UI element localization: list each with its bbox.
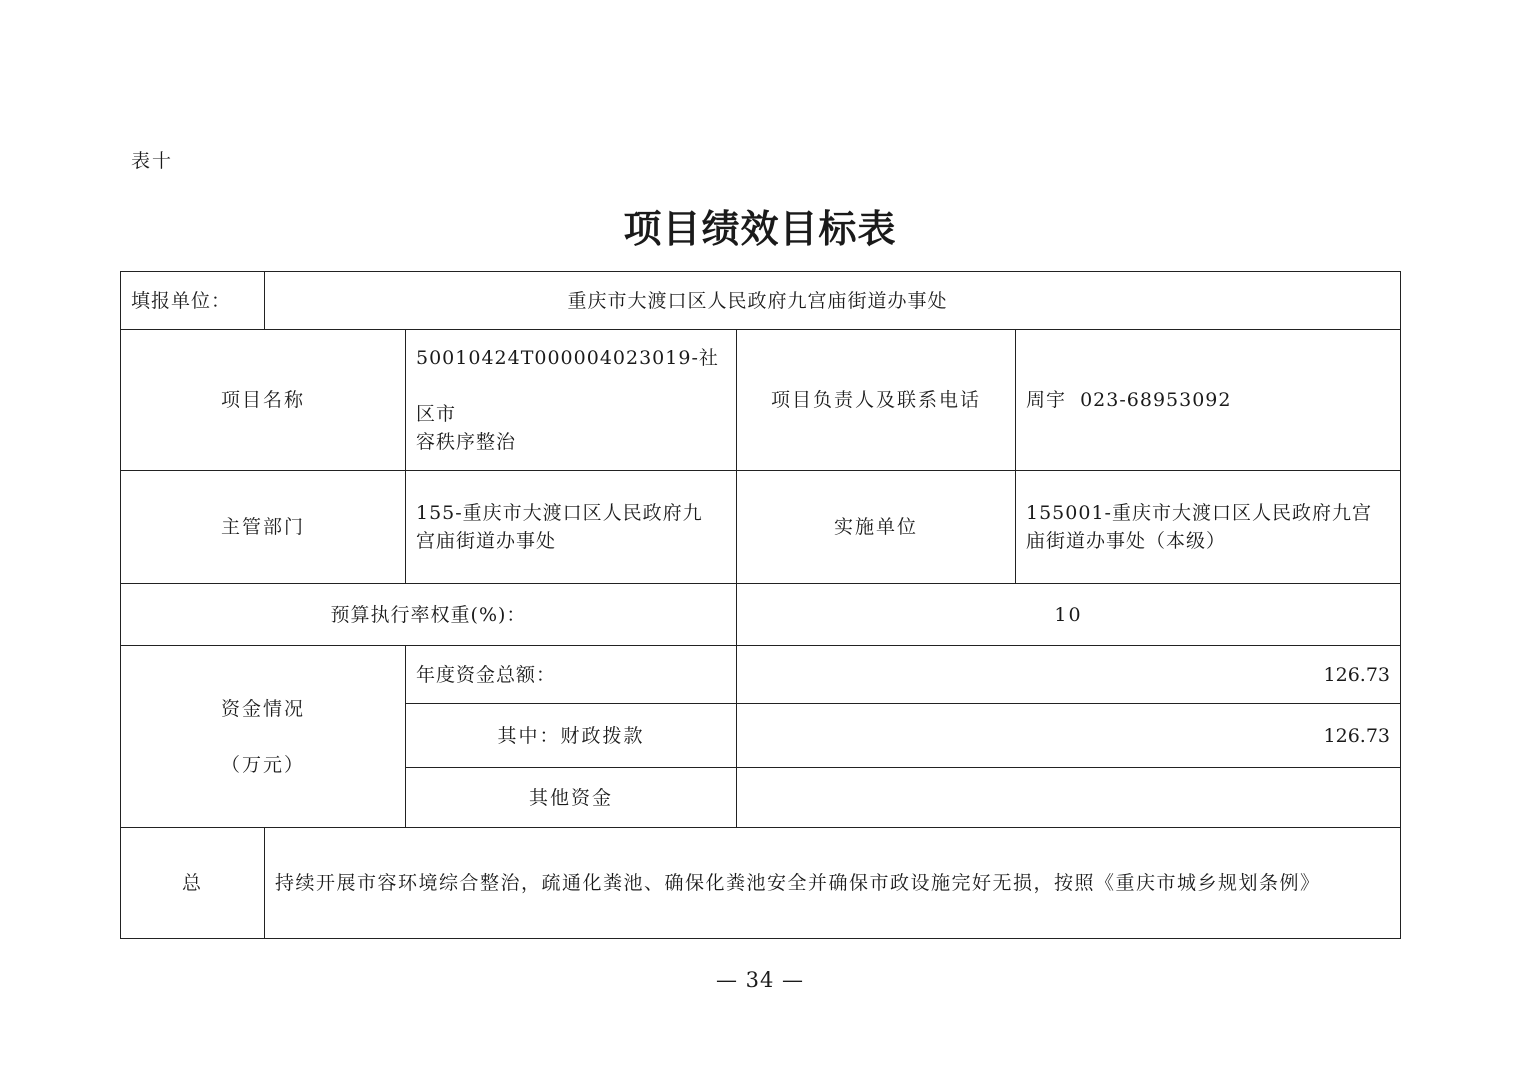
page-title: 项目绩效目标表 bbox=[623, 206, 897, 251]
dept-cell bbox=[406, 471, 737, 584]
other-label-cell bbox=[406, 768, 737, 828]
unit-label: 填报单位： bbox=[131, 289, 232, 312]
dept-label: 主管部门 bbox=[220, 516, 305, 538]
project-lead-label: 项目负责人及联系电话 bbox=[770, 389, 981, 411]
dept-line-2: 宫庙街道办事处 bbox=[416, 530, 557, 552]
budget-rate-label: 预算执行率权重(%)： bbox=[330, 603, 527, 626]
page-number: — 34 — bbox=[715, 968, 805, 992]
annual-total-label: 年度资金总额： bbox=[416, 663, 557, 686]
table-number: 表十 bbox=[131, 150, 174, 172]
unit-label-cell bbox=[121, 272, 265, 330]
table-row bbox=[121, 330, 1401, 471]
performance-goal-table bbox=[120, 271, 1401, 939]
goal-text-cell bbox=[265, 828, 1401, 939]
unit-value: 重庆市大渡口区人民政府九宫庙街道办事处 bbox=[567, 289, 948, 312]
table-row bbox=[121, 272, 1401, 330]
dept-label-cell bbox=[121, 471, 406, 584]
project-name-line-1: 50010424T000004023019-社区市 bbox=[416, 347, 719, 425]
project-lead-cell bbox=[1016, 330, 1401, 471]
fiscal-value: 126.73 bbox=[1323, 724, 1391, 747]
project-name-cell bbox=[406, 330, 737, 471]
project-name-label: 项目名称 bbox=[220, 389, 305, 411]
funds-label-cell bbox=[121, 646, 406, 828]
fiscal-label-cell bbox=[406, 704, 737, 768]
impl-cell bbox=[1016, 471, 1401, 584]
annual-total-value-cell bbox=[737, 646, 1401, 704]
annual-total-label-cell bbox=[406, 646, 737, 704]
fiscal-label: 其中：财政拨款 bbox=[497, 724, 645, 747]
table-row bbox=[121, 828, 1401, 939]
goal-text: 持续开展市容环境综合整治，疏通化粪池、确保化粪池安全并确保市政设施完好无损，按照《重庆市城乡规划条例》 bbox=[275, 872, 1321, 894]
budget-rate-label-cell bbox=[121, 584, 737, 646]
project-lead-value: 周宇 023-68953092 bbox=[1026, 389, 1232, 411]
impl-label: 实施单位 bbox=[833, 516, 918, 538]
impl-label-cell bbox=[737, 471, 1016, 584]
project-name-label-cell bbox=[121, 330, 406, 471]
table-row bbox=[121, 584, 1401, 646]
funds-label-line-1: 资金情况 bbox=[220, 697, 305, 720]
dept-line-1: 155-重庆市大渡口区人民政府九 bbox=[416, 502, 703, 524]
impl-line-2: 庙街道办事处（本级） bbox=[1026, 530, 1227, 552]
annual-total-value: 126.73 bbox=[1323, 663, 1391, 686]
goal-label-cell bbox=[121, 828, 265, 939]
project-name-line-2: 容秩序整治 bbox=[416, 431, 517, 453]
other-label: 其他资金 bbox=[528, 786, 613, 809]
goal-label: 总 bbox=[181, 872, 203, 894]
project-lead-label-cell bbox=[737, 330, 1016, 471]
budget-rate-value-cell bbox=[737, 584, 1401, 646]
other-value-cell bbox=[737, 768, 1401, 828]
funds-label-line-2: （万元） bbox=[220, 753, 305, 776]
unit-value-cell bbox=[265, 272, 1401, 330]
budget-rate-value: 10 bbox=[1054, 603, 1083, 626]
table-row bbox=[121, 646, 1401, 704]
impl-line-1: 155001-重庆市大渡口区人民政府九宫 bbox=[1026, 502, 1372, 524]
fiscal-value-cell bbox=[737, 704, 1401, 768]
table-row bbox=[121, 471, 1401, 584]
